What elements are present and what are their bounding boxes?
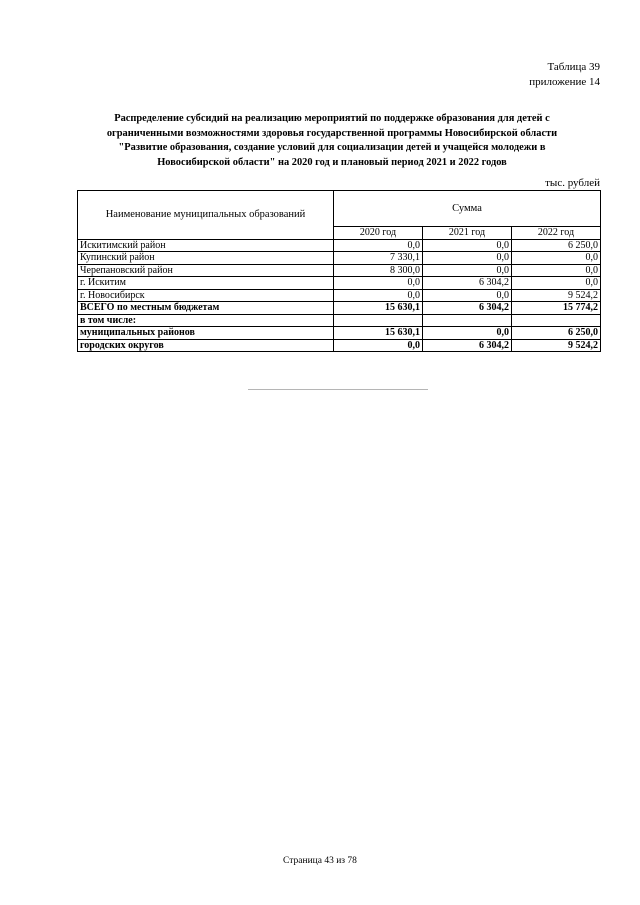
appendix-label: приложение 14: [529, 76, 600, 88]
row-value: 0,0: [423, 252, 512, 265]
row-name: Черепановский район: [78, 264, 334, 277]
row-value: 8 300,0: [334, 264, 423, 277]
table-header-row: [78, 191, 601, 227]
row-name: г. Новосибирск: [78, 289, 334, 302]
row-value: 0,0: [423, 264, 512, 277]
separator-line: [248, 389, 428, 390]
row-value: 0,0: [512, 264, 601, 277]
row-name: Купинский район: [78, 252, 334, 265]
row-value: 0,0: [512, 252, 601, 265]
table-row: [78, 252, 601, 265]
row-value: 9 524,2: [512, 289, 601, 302]
table-row: [78, 277, 601, 290]
row-value: 0,0: [334, 277, 423, 290]
row-value: 6 304,2: [423, 339, 512, 352]
table-number: Таблица 39: [547, 61, 600, 73]
row-value: 9 524,2: [512, 339, 601, 352]
title-line: Распределение субсидий на реализацию мероприятий по поддержке образования для детей с: [114, 113, 550, 124]
row-value: 15 630,1: [334, 327, 423, 340]
document-title: [80, 112, 584, 170]
row-value: [423, 314, 512, 327]
row-value: [334, 314, 423, 327]
row-value: 6 304,2: [423, 302, 512, 315]
subsidy-table: [77, 190, 601, 352]
row-value: 6 304,2: [423, 277, 512, 290]
column-header-year: 2022 год: [512, 227, 601, 240]
row-value: 6 250,0: [512, 239, 601, 252]
table-row: [78, 239, 601, 252]
row-name: в том числе:: [78, 314, 334, 327]
column-header-name: Наименование муниципальных образований: [78, 191, 334, 240]
table-row: [78, 289, 601, 302]
units-label: тыс. рублей: [545, 177, 600, 189]
row-value: 0,0: [334, 239, 423, 252]
row-value: 0,0: [512, 277, 601, 290]
row-name: городских округов: [78, 339, 334, 352]
row-value: 7 330,1: [334, 252, 423, 265]
table-row-total: [78, 302, 601, 315]
row-value: 0,0: [423, 289, 512, 302]
row-name: Искитимский район: [78, 239, 334, 252]
table-row-subtotal: [78, 327, 601, 340]
column-header-year: 2020 год: [334, 227, 423, 240]
row-value: 0,0: [423, 327, 512, 340]
row-name: г. Искитим: [78, 277, 334, 290]
row-value: 15 774,2: [512, 302, 601, 315]
table-row-including: [78, 314, 601, 327]
row-name: ВСЕГО по местным бюджетам: [78, 302, 334, 315]
row-value: 0,0: [334, 289, 423, 302]
row-value: [512, 314, 601, 327]
title-line: Новосибирской области" на 2020 год и плановый период 2021 и 2022 годов: [157, 156, 507, 168]
column-header-year: 2021 год: [423, 227, 512, 240]
table-row: [78, 264, 601, 277]
title-line: ограниченными возможностями здоровья государственной программы Новосибирской области: [106, 127, 558, 139]
title-line: "Развитие образования, создание условий для социализации детей и учащейся молодежи в: [118, 142, 546, 153]
page-header: [529, 60, 600, 90]
row-value: 0,0: [334, 339, 423, 352]
column-header-sum: Сумма: [334, 191, 601, 227]
row-value: 0,0: [423, 239, 512, 252]
row-value: 6 250,0: [512, 327, 601, 340]
table-row-subtotal: [78, 339, 601, 352]
page-footer: Страница 43 из 78: [283, 856, 357, 866]
row-value: 15 630,1: [334, 302, 423, 315]
row-name: муниципальных районов: [78, 327, 334, 340]
